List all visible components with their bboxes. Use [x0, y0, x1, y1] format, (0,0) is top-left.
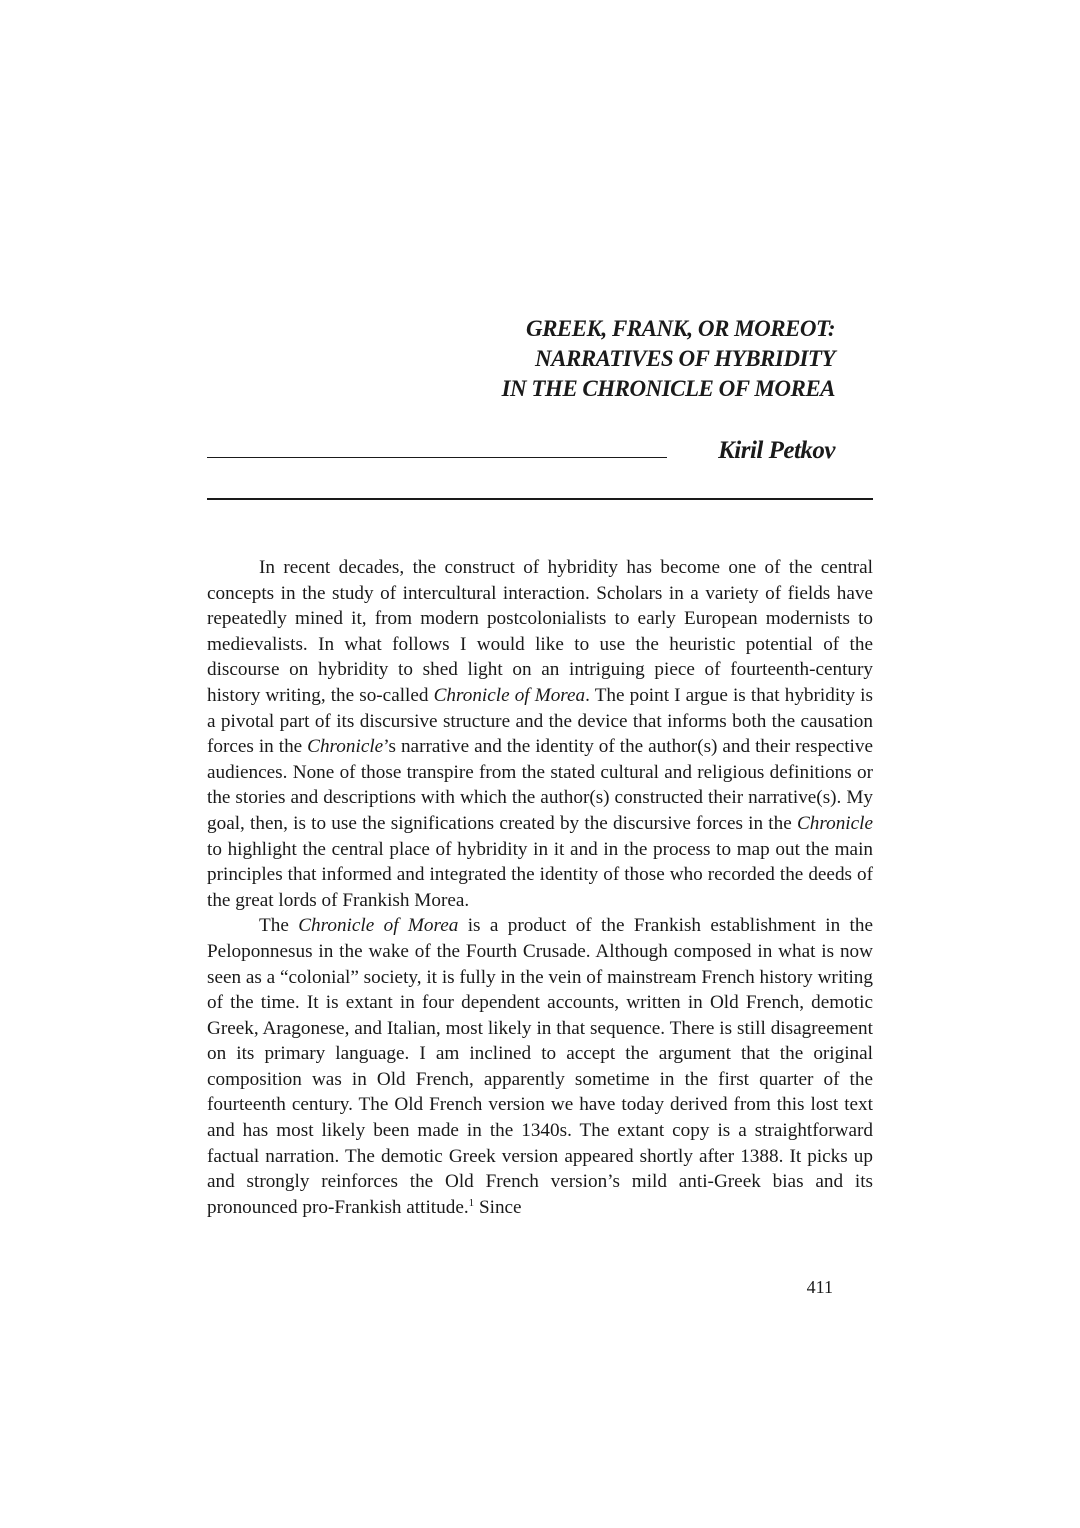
p1-text-4: to highlight the central place of hybridity in it and in the process to map out the main principles that informed and integrated the identity of those who recorded the deeds of the great lords of Frankish Morea. — [207, 838, 873, 911]
paragraph-1 — [207, 555, 873, 913]
article-body — [207, 555, 873, 1220]
page-number: 411 — [806, 1277, 833, 1297]
p1-text-1: In recent decades, the construct of hybridity has become one of the central concepts in the study of intercultural interaction. Scholars in a variety of fields have repeatedly mined it, from modern postcolonialists to early European modernists to medievalists. In what follows I would like to use the heuristic potential of the discourse on hybridity to shed light on an intriguing piece of fourteenth-century history writing, the so-called — [207, 557, 873, 706]
p2-text-2: is a product of the Frankish establishment in the Peloponnesus in the wake of the Fourth Crusade. Although composed in what is now seen as a “colonial” society, it is fully in the vein of mainstream French history writing of the time. It is extant in four dependent accounts, written in Old French, demotic Greek, Aragonese, and Italian, most likely in that sequence. There is still disagreement on its primary language. I am inclined to accept the argument that the original composition was in Old French, apparently sometime in the first quarter of the fourteenth century. The Old French version we have today derived from this lost text and has most likely been made in the 1340s. The extant copy is a straightforward factual narration. The demotic Greek version appeared shortly after 1388. It picks up and strongly reinforces the Old French version’s mild anti-Greek bias and its pronounced pro-Frankish attitude. — [207, 915, 873, 1218]
header-divider — [207, 498, 873, 500]
footnote-ref-1[interactable]: 1 — [468, 1196, 475, 1209]
article-title — [300, 314, 835, 404]
paragraph-2 — [207, 913, 873, 1220]
p2-text-3: Since — [474, 1196, 522, 1218]
author-rule — [207, 457, 667, 458]
p1-italic-2: Chronicle — [307, 736, 384, 758]
p2-text-1: The — [259, 915, 299, 937]
p1-italic-3: Chronicle — [796, 812, 873, 834]
p1-text-2: . The point I argue is that hybridity is a pivotal part of its discursive structure and the device that informs both the causation forces in the — [207, 684, 873, 758]
title-line-3: IN THE CHRONICLE OF MOREA — [501, 376, 835, 401]
p1-text-3: ’s narrative and the identity of the author(s) and their respective audiences. None of those transpire from the stated cultural and religious definitions or the stories and descriptions with which the author(s) constructed their narrative(s). My goal, then, is to use the significations created by the discursive forces in the — [207, 736, 873, 834]
p1-italic-1: Chronicle of Morea — [433, 684, 586, 706]
title-line-1: GREEK, FRANK, OR MOREOT: — [525, 316, 835, 341]
p2-italic-1: Chronicle of Morea — [298, 915, 459, 937]
title-line-2: NARRATIVES OF HYBRIDITY — [535, 346, 835, 371]
author-name: Kiril Petkov — [718, 437, 835, 464]
